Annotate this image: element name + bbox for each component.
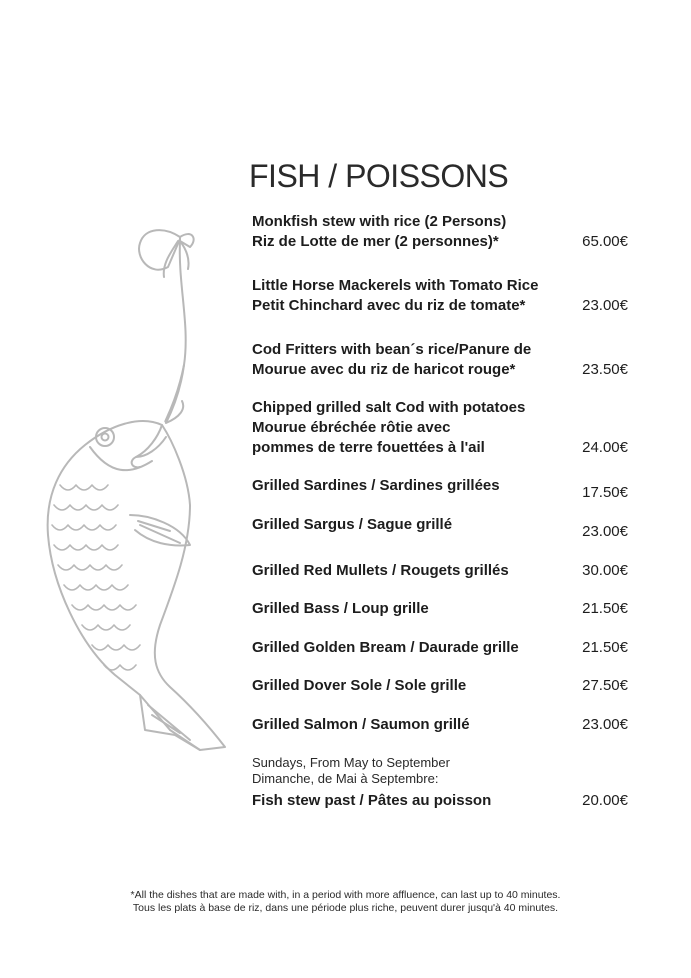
footnote-line: *All the dishes that are made with, in a period with more affluence, can last up to 40 minutes. (130, 889, 561, 901)
item-name-line: Grilled Dover Sole / Sole grille (252, 677, 467, 694)
menu-item (252, 515, 632, 540)
item-price: 23.00€ (582, 716, 628, 733)
special-item-name: Fish stew past / Pâtes au poisson (252, 792, 492, 809)
item-price: 27.50€ (582, 677, 628, 694)
item-name-line: Grilled Bass / Loup grille (252, 600, 429, 617)
item-name-line: Mourue avec du riz de haricot rouge* (252, 361, 516, 378)
footnote (0, 889, 691, 915)
menu-item (252, 676, 632, 696)
menu-item (252, 638, 632, 658)
item-price: 23.00€ (582, 523, 628, 540)
item-price: 30.00€ (582, 562, 628, 579)
item-name-line: Monkfish stew with rice (2 Persons) (252, 213, 507, 230)
item-name-line: Cod Fritters with bean´s rice/Panure de (252, 341, 532, 358)
item-price: 23.00€ (582, 297, 628, 314)
item-name-line: Little Horse Mackerels with Tomato Rice (252, 277, 539, 294)
footnote-line: Tous les plats à base de riz, dans une période plus riche, peuvent durer jusqu'à 40 minutes. (132, 902, 559, 914)
item-price: 17.50€ (582, 484, 628, 501)
item-price: 65.00€ (582, 233, 628, 250)
item-price: 21.50€ (582, 600, 628, 617)
item-price: 21.50€ (582, 639, 628, 656)
item-name-line: Mourue ébréchée rôtie avec (252, 419, 451, 436)
menu-item (252, 398, 632, 458)
special-menu-item (252, 791, 632, 811)
special-note (252, 755, 450, 787)
special-note-line: Sundays, From May to September (252, 755, 450, 770)
item-name-line: pommes de terre fouettées à l'ail (252, 439, 485, 456)
item-name-line: Riz de Lotte de mer (2 personnes)* (252, 233, 499, 250)
item-name-line: Chipped grilled salt Cod with potatoes (252, 399, 526, 416)
menu-item (252, 599, 632, 619)
special-item-price: 20.00€ (582, 792, 628, 809)
item-name-line: Grilled Red Mullets / Rougets grillés (252, 562, 509, 579)
menu-item (252, 340, 632, 380)
fish-illustration (40, 225, 240, 760)
item-name-line: Grilled Salmon / Saumon grillé (252, 716, 470, 733)
item-price: 24.00€ (582, 439, 628, 456)
item-name-line: Petit Chinchard avec du riz de tomate* (252, 297, 526, 314)
item-name-line: Grilled Sargus / Sague grillé (252, 516, 453, 533)
special-note-line: Dimanche, de Mai à Septembre: (252, 771, 439, 786)
item-name-line: Grilled Golden Bream / Daurade grille (252, 639, 519, 656)
page-title: FISH / POISSONS (249, 158, 509, 194)
item-name-line: Grilled Sardines / Sardines grillées (252, 477, 500, 494)
item-price: 23.50€ (582, 361, 628, 378)
menu-item (252, 561, 632, 581)
menu-item (252, 212, 632, 252)
menu-item (252, 715, 632, 735)
menu-item (252, 276, 632, 316)
menu-item (252, 476, 632, 501)
